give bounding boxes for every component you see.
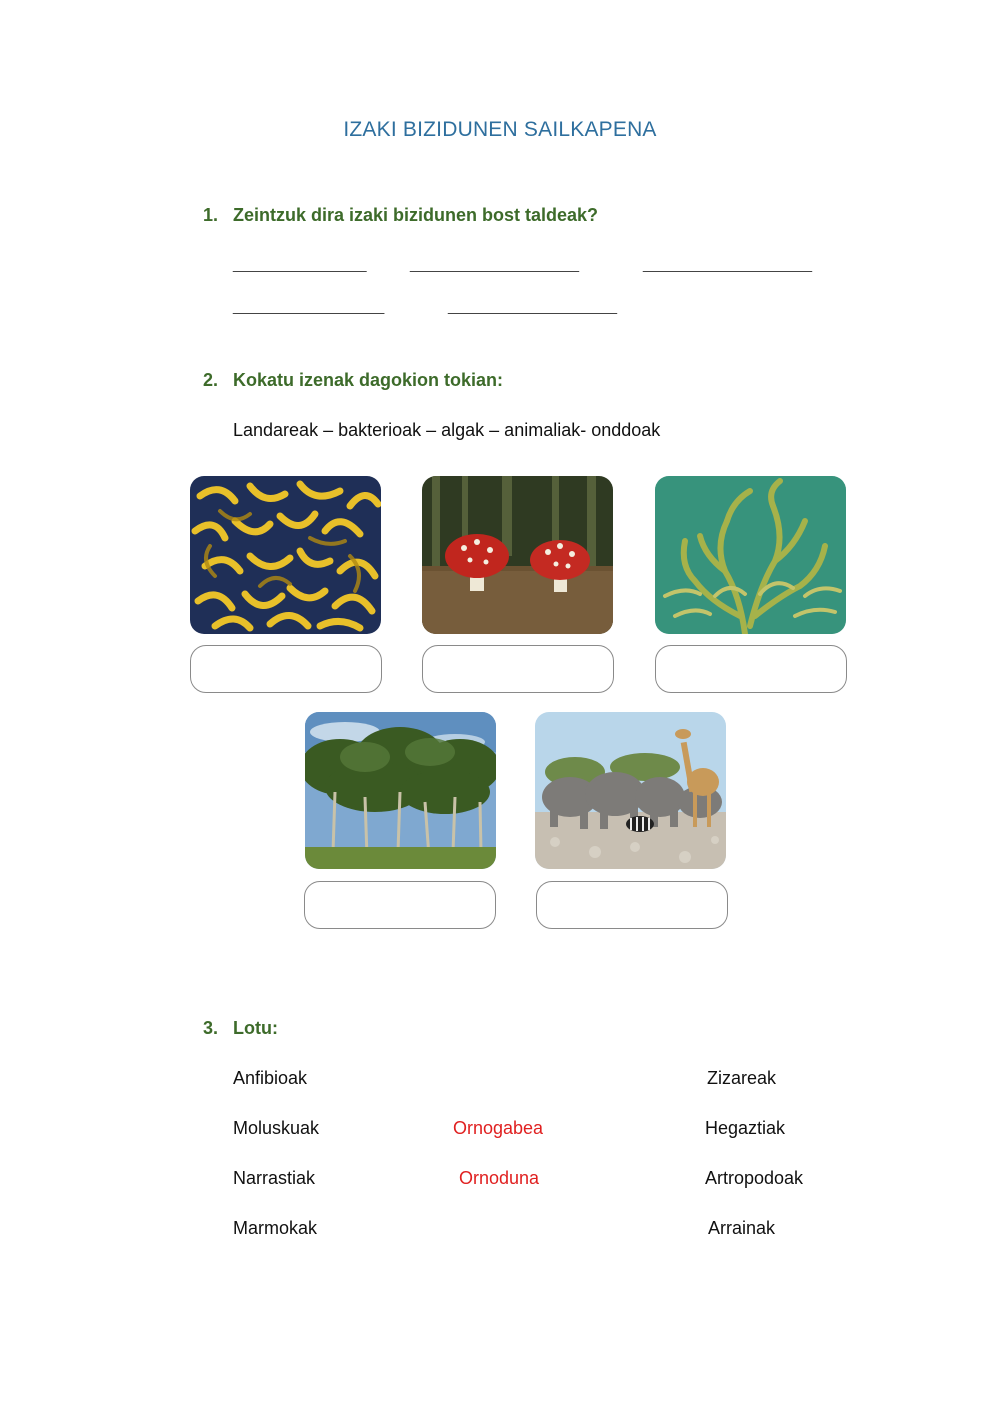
right-item-hegaztiak[interactable]: Hegaztiak — [705, 1118, 786, 1138]
question-2-text: Kokatu izenak dagokion tokian: — [233, 370, 504, 390]
left-item-anfibioak[interactable]: Anfibioak — [233, 1068, 308, 1088]
right-item-zizareak[interactable]: Zizareak — [707, 1068, 777, 1088]
middle-item-ornoduna[interactable]: Ornoduna — [459, 1168, 540, 1188]
word-list: Landareak – bakterioak – algak – animaliak- onddoak — [233, 420, 661, 440]
algae-photo — [655, 476, 846, 634]
answer-blank[interactable]: ___________________ — [643, 256, 813, 273]
trees-photo — [305, 712, 496, 869]
answer-box-bacteria[interactable] — [190, 645, 382, 693]
right-item-artropodoak[interactable]: Artropodoak — [705, 1168, 804, 1188]
page-title: IZAKI BIZIDUNEN SAILKAPENA — [343, 118, 657, 141]
answer-box-trees[interactable] — [304, 881, 496, 929]
middle-item-ornogabea[interactable]: Ornogabea — [453, 1118, 544, 1138]
answer-blank[interactable]: _________________ — [233, 298, 385, 315]
answer-box-algae[interactable] — [655, 645, 847, 693]
answer-box-mushrooms[interactable] — [422, 645, 614, 693]
answer-blank[interactable]: ___________________ — [448, 298, 618, 315]
animals-photo — [535, 712, 726, 869]
question-3 — [203, 1018, 278, 1039]
left-item-moluskuak[interactable]: Moluskuak — [233, 1118, 320, 1138]
question-1-text: Zeintzuk dira izaki bizidunen bost taldeak? — [233, 205, 599, 225]
left-item-narrastiak[interactable]: Narrastiak — [233, 1168, 316, 1188]
question-2-number: 2. — [203, 370, 219, 390]
answer-blank[interactable]: ___________________ — [410, 256, 580, 273]
left-item-marmokak[interactable]: Marmokak — [233, 1218, 318, 1238]
answer-box-animals[interactable] — [536, 881, 728, 929]
mushrooms-photo — [422, 476, 613, 634]
question-1-number: 1. — [203, 205, 219, 225]
question-3-number: 3. — [203, 1018, 219, 1038]
bacteria-photo — [190, 476, 381, 634]
question-2 — [203, 370, 503, 391]
right-item-arrainak[interactable]: Arrainak — [708, 1218, 776, 1238]
answer-blank[interactable]: _______________ — [233, 256, 367, 273]
question-1 — [203, 205, 598, 226]
question-3-text: Lotu: — [233, 1018, 278, 1038]
